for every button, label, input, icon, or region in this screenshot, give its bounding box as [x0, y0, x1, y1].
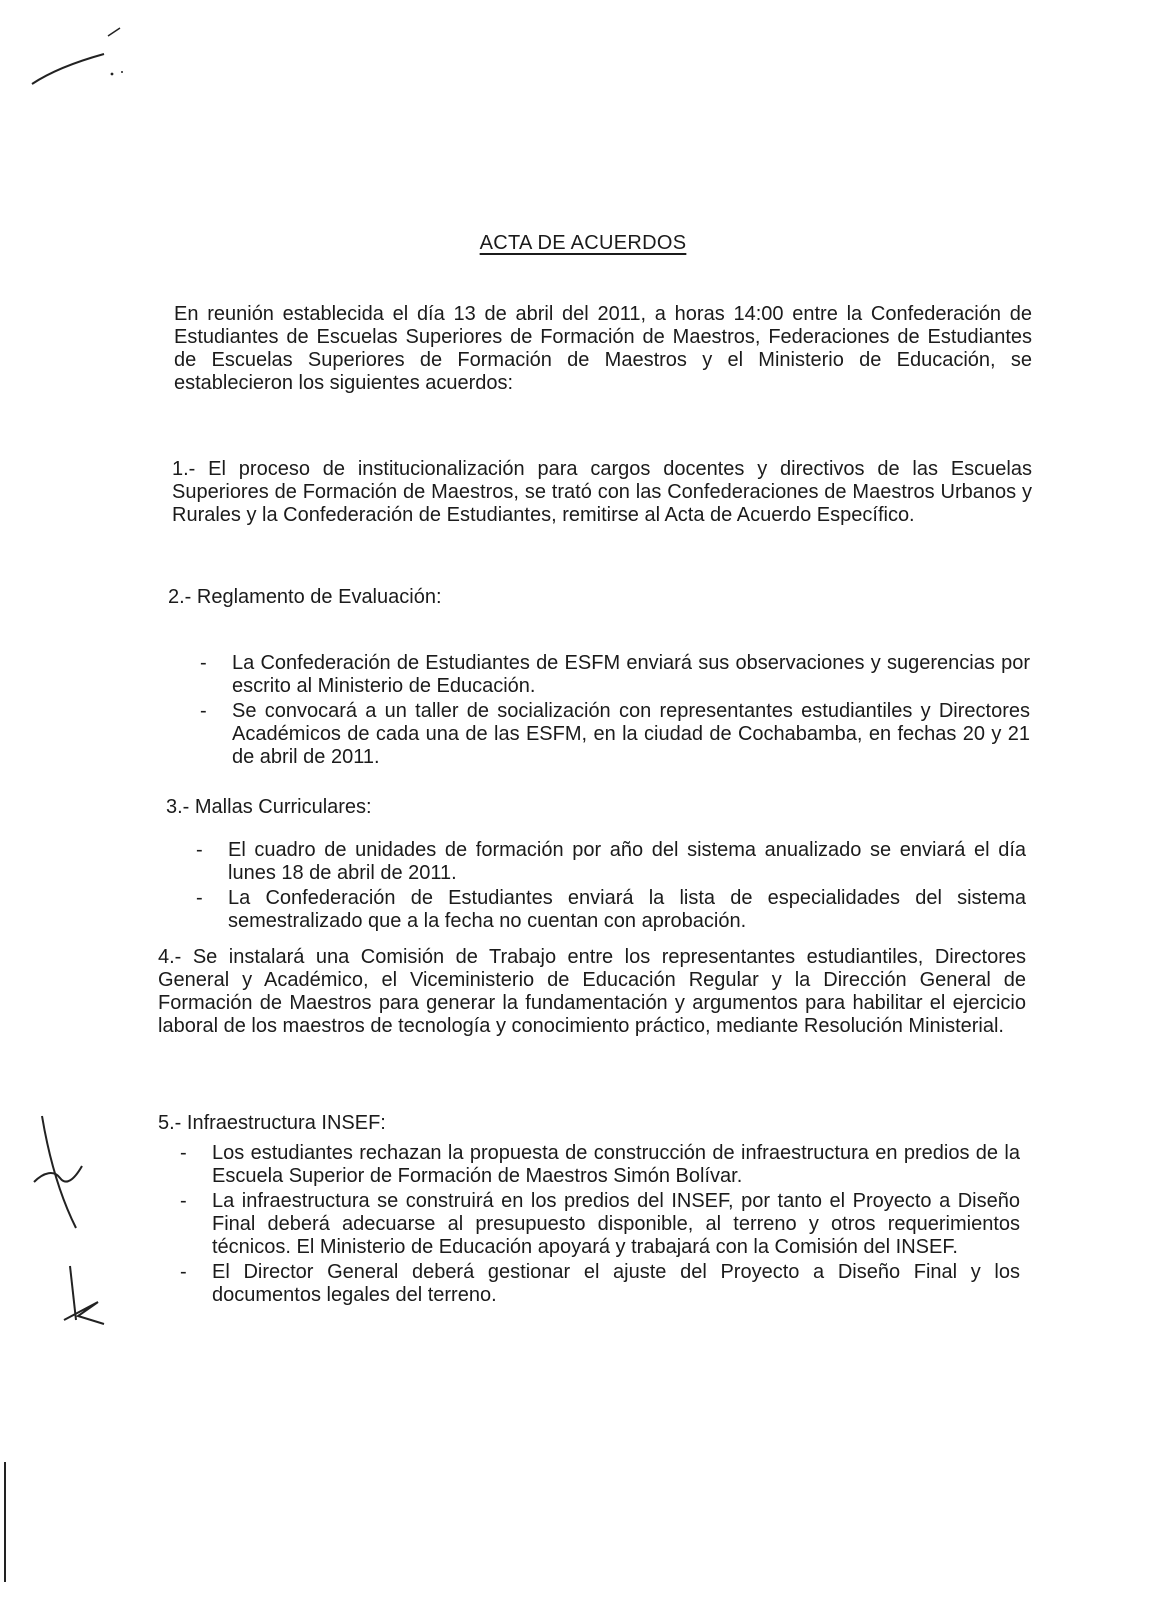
document-title: ACTA DE ACUERDOS: [479, 232, 687, 254]
agreement-3-list: [196, 839, 1026, 935]
signature-initials-1: [30, 1112, 100, 1232]
scan-edge-line: [4, 1462, 6, 1582]
list-item: - La infraestructura se construirá en los predios del INSEF, por tanto el Proyecto a Diseño Final deberá adecuarse al presupuesto disponible, al terreno y otros requerimientos técnicos. El Ministerio de Educación apoyará y trabajará con la Comisión del INSEF.: [180, 1190, 1020, 1259]
signature-initials-2: [56, 1262, 116, 1332]
agreement-5-heading: 5.- Infraestructura INSEF:: [158, 1112, 386, 1134]
list-item: - Los estudiantes rechazan la propuesta de construcción de infraestructura en predios de la Escuela Superior de Formación de Maestros Simón Bolívar.: [180, 1142, 1020, 1188]
agreement-2-list: [200, 652, 1030, 771]
list-item: - La Confederación de Estudiantes enviará la lista de especialidades del sistema semestralizado que a la fecha no cuentan con aprobación.: [196, 887, 1026, 933]
intro-paragraph: En reunión establecida el día 13 de abril del 2011, a horas 14:00 entre la Confederación de Estudiantes de Escuelas Superiores de Formación de Maestros, Federaciones de Estudiantes de Escuelas Superiores de Formación de Maestros y el Ministerio de Educación, se establecieron los siguientes acuerdos:: [174, 303, 1032, 394]
agreement-2-heading: 2.- Reglamento de Evaluación:: [168, 586, 442, 608]
agreement-1: 1.- El proceso de institucionalización para cargos docentes y directivos de las Escuelas Superiores de Formación de Maestros, se trató con las Confederaciones de Maestros Urbanos y Rurales y la Confederación de Estudiantes, remitirse al Acta de Acuerdo Específico.: [172, 458, 1032, 526]
agreement-3-heading: 3.- Mallas Curriculares:: [166, 796, 372, 818]
handwritten-mark-top: [20, 14, 130, 94]
list-item: - El Director General deberá gestionar el ajuste del Proyecto a Diseño Final y los documentos legales del terreno.: [180, 1261, 1020, 1307]
list-item: - Se convocará a un taller de socialización con representantes estudiantiles y Directores Académicos de cada una de las ESFM, en la ciudad de Cochabamba, en fechas 20 y 21 de abril de 2011.: [200, 700, 1030, 769]
agreement-5-list: [180, 1142, 1020, 1309]
agreement-4: 4.- Se instalará una Comisión de Trabajo entre los representantes estudiantiles, Directores General y Académico, el Viceministerio de Educación Regular y la Dirección General de Formación de Maestros para generar la fundamentación y argumentos para habilitar el ejercicio laboral de los maestros de tecnología y conocimiento práctico, mediante Resolución Ministerial.: [158, 946, 1026, 1037]
list-item: - La Confederación de Estudiantes de ESFM enviará sus observaciones y sugerencias por escrito al Ministerio de Educación.: [200, 652, 1030, 698]
list-item: - El cuadro de unidades de formación por año del sistema anualizado se enviará el día lunes 18 de abril de 2011.: [196, 839, 1026, 885]
